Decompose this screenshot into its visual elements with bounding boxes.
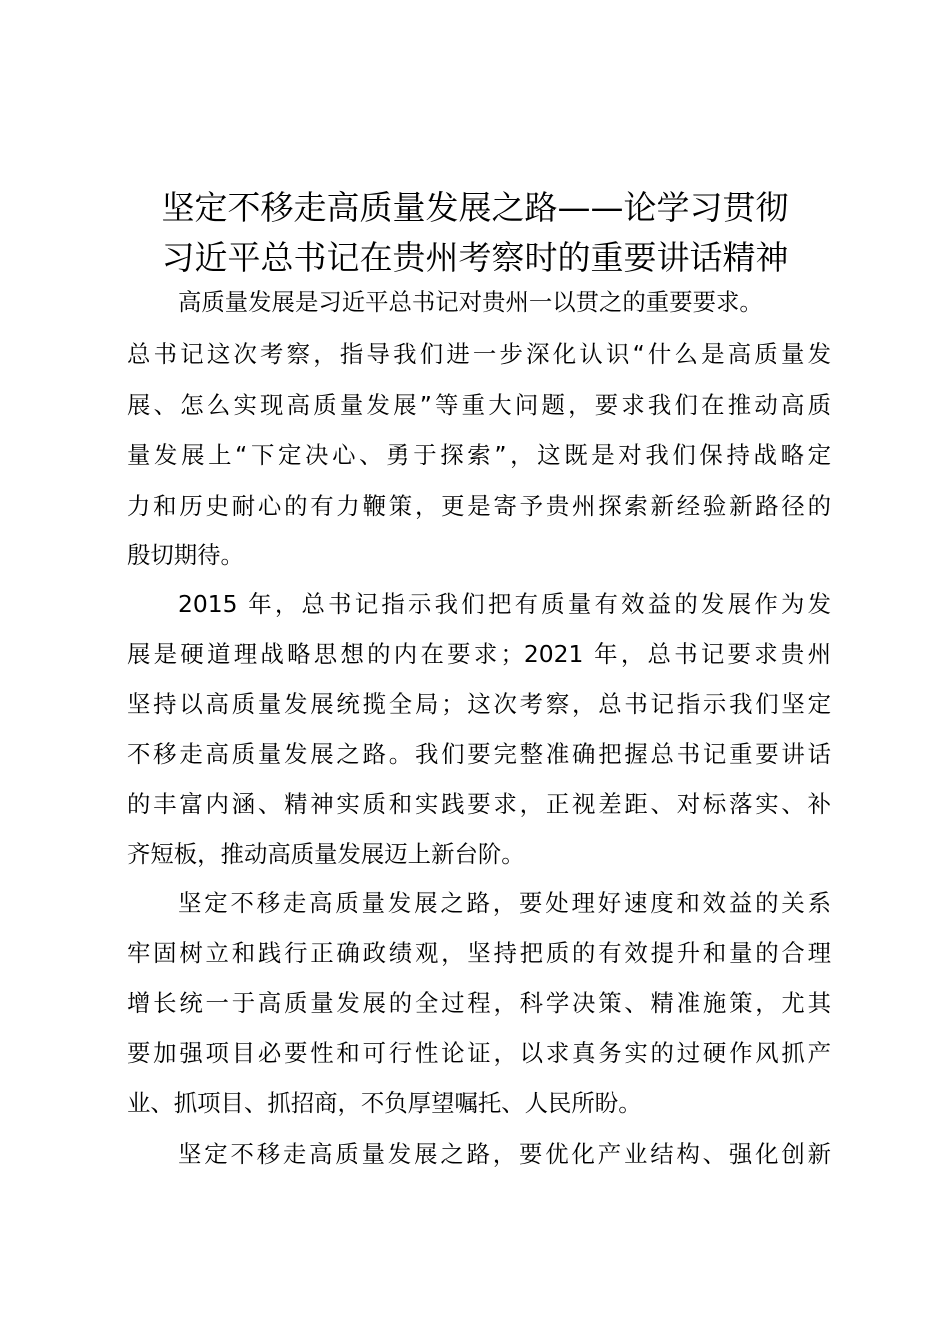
document-title-line-1: 坚定不移走高质量发展之路——论学习贯彻: [161, 188, 789, 227]
body-line: 增长统一于高质量发展的全过程，科学决策、精准施策，尤其: [127, 989, 831, 1017]
document-title-line-2: 习近平总书记在贵州考察时的重要讲话精神: [161, 238, 789, 277]
body-line: 量发展上“下定决心、勇于探索”，这既是对我们保持战略定: [127, 441, 831, 469]
body-line: 高质量发展是习近平总书记对贵州一以贯之的重要要求。: [178, 288, 763, 316]
body-line: 坚定不移走高质量发展之路，要处理好速度和效益的关系: [178, 889, 831, 917]
body-line: 2015 年，总书记指示我们把有质量有效益的发展作为发: [178, 590, 831, 618]
body-line: 的丰富内涵、精神实质和实践要求，正视差距、对标落实、补: [127, 790, 831, 818]
body-line: 坚定不移走高质量发展之路，要优化产业结构、强化创新: [178, 1140, 831, 1168]
body-line: 展是硬道理战略思想的内在要求；2021 年，总书记要求贵州: [127, 640, 831, 668]
body-line: 力和历史耐心的有力鞭策，更是寄予贵州探索新经验新路径的: [127, 492, 831, 520]
body-line: 齐短板，推动高质量发展迈上新台阶。: [127, 840, 525, 868]
body-line: 不移走高质量发展之路。我们要完整准确把握总书记重要讲话: [127, 740, 831, 768]
body-line: 总书记这次考察，指导我们进一步深化认识“什么是高质量发: [127, 340, 831, 368]
body-line: 牢固树立和践行正确政绩观，坚持把质的有效提升和量的合理: [127, 939, 831, 967]
body-line: 展、怎么实现高质量发展”等重大问题，要求我们在推动高质: [127, 391, 831, 419]
body-line: 坚持以高质量发展统揽全局；这次考察，总书记指示我们坚定: [127, 690, 831, 718]
body-line: 殷切期待。: [127, 541, 244, 569]
body-line: 要加强项目必要性和可行性论证，以求真务实的过硬作风抓产: [127, 1039, 831, 1067]
body-line: 业、抓项目、抓招商，不负厚望嘱托、人民所盼。: [127, 1089, 642, 1117]
